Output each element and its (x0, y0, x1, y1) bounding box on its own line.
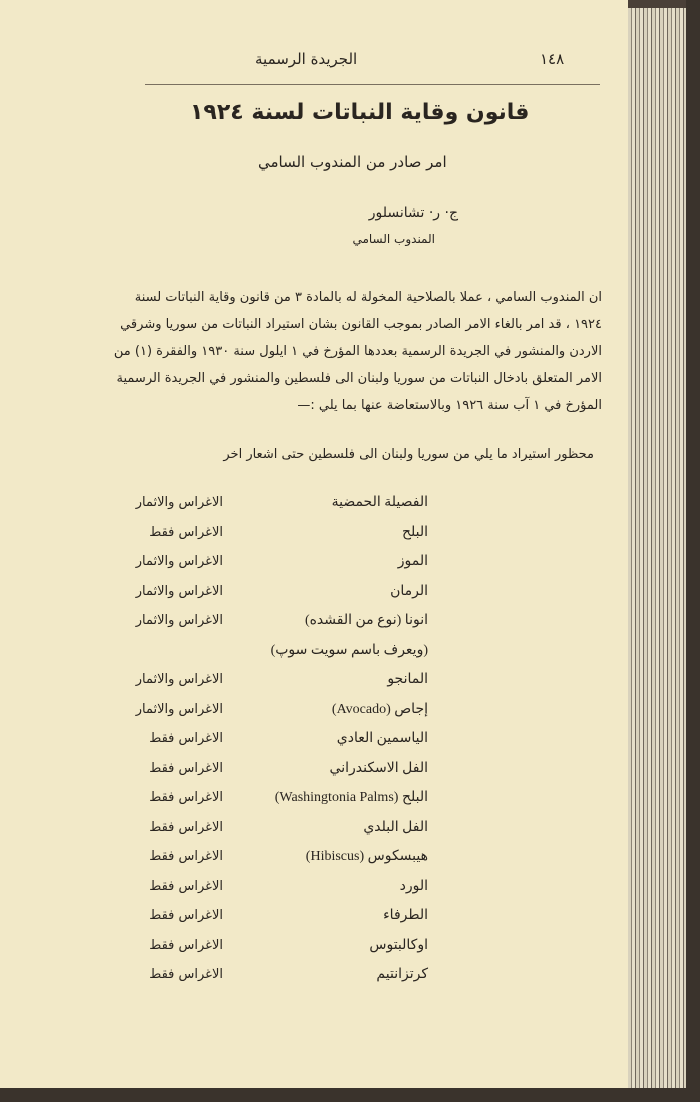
list-item (95, 611, 602, 631)
list-item (95, 700, 602, 720)
paragraph (95, 284, 602, 419)
subtitle: امر صادر من المندوب السامي (258, 153, 447, 171)
paragraph-line: ان المندوب السامي ، عملا بالصلاحية المخولة له بالمادة ٣ من قانون وقاية النباتات لسنة (134, 290, 602, 305)
item-restriction: الاغراس والاثمار (135, 701, 223, 717)
item-restriction: الاغراس والاثمار (135, 672, 223, 687)
list-item (95, 759, 602, 779)
paragraph-line: المؤرخ في ١ آب سنة ١٩٢٦ وبالاستعاضة عنها بما يلي :— (297, 398, 602, 413)
list-item (95, 523, 602, 543)
signature-role: المندوب السامي (352, 232, 435, 246)
item-name: الفل البلدي (363, 819, 428, 835)
item-name: المانجو (387, 672, 428, 687)
list-item (95, 847, 602, 867)
list-item (95, 936, 602, 956)
item-name: انونا (نوع من القشده) (304, 613, 428, 628)
list-item (95, 552, 602, 572)
item-restriction: الاغراس والاثمار (135, 495, 223, 510)
item-restriction: الاغراس فقط (149, 524, 223, 540)
signature-name: ج· ر· تشانسلور (368, 205, 458, 221)
list-item (95, 877, 602, 897)
item-name: الموز (397, 554, 428, 569)
item-name: (ويعرف باسم سويت سوپ) (270, 642, 428, 658)
item-restriction: الاغراس والاثمار (135, 613, 223, 628)
list-item (95, 582, 602, 602)
paragraph-line: ١٩٢٤ ، قد امر بالغاء الامر الصادر بموجب القانون بشان استيراد النباتات من سوريا وشرقي (120, 317, 602, 332)
item-name: الياسمين العادي (336, 731, 428, 746)
header-rule (145, 84, 600, 85)
intro-line: محظور استيراد ما يلي من سوريا ولبنان الى فلسطين حتى اشعار اخر (223, 447, 594, 462)
item-restriction: الاغراس فقط (149, 908, 223, 923)
item-restriction: الاغراس فقط (149, 849, 223, 864)
item-restriction: الاغراس فقط (149, 967, 223, 982)
item-restriction: الاغراس فقط (149, 731, 223, 746)
item-name: الفل الاسكندراني (329, 760, 428, 776)
page-title: قانون وقاية النباتات لسنة ١٩٢٤ (190, 100, 530, 125)
item-name: الفصيلة الحمضية (331, 495, 428, 510)
item-name: الطرفاء (383, 908, 428, 923)
item-name: اوكالبتوس (369, 937, 428, 953)
book-cover-edge (686, 0, 700, 1102)
item-restriction: الاغراس فقط (149, 819, 223, 835)
list-item (95, 818, 602, 838)
item-name: البلح (Washingtonia Palms) (274, 790, 428, 805)
item-restriction: الاغراس فقط (149, 790, 223, 805)
item-restriction: الاغراس والاثمار (135, 554, 223, 569)
list-item (95, 729, 602, 749)
list-item (95, 641, 602, 661)
item-restriction: الاغراس والاثمار (135, 583, 223, 599)
list-item (95, 493, 602, 513)
list-item (95, 788, 602, 808)
document-body (95, 284, 602, 995)
paragraph-line: الامر المتعلق بادخال النباتات من سوريا ولبنان الى فلسطين والمنشور في الجريدة الرسمية (116, 371, 602, 386)
list-item (95, 670, 602, 690)
list-item (95, 965, 602, 985)
item-name: الورد (399, 878, 428, 894)
item-name: كرتزانتيم (376, 967, 428, 982)
item-name: البلح (401, 524, 428, 540)
item-restriction (113, 641, 223, 661)
list-item (95, 906, 602, 926)
item-name: إجاص (Avocado) (331, 701, 428, 717)
book-bottom-edge (0, 1088, 700, 1102)
item-restriction: الاغراس فقط (149, 760, 223, 776)
item-name: الرمان (390, 583, 428, 599)
running-title: الجريدة الرسمية (255, 50, 358, 68)
paragraph-line: الاردن والمنشور في الجريدة الرسمية بعددها المؤرخ في ١ ايلول سنة ١٩٣٠ والفقرة (١) من (113, 344, 602, 359)
item-name: هيبسكوس (Hibiscus) (305, 849, 428, 864)
item-restriction: الاغراس فقط (149, 937, 223, 953)
prohibited-items-list (95, 493, 602, 985)
item-restriction: الاغراس فقط (149, 878, 223, 894)
page-number: ١٤٨ (540, 50, 565, 68)
